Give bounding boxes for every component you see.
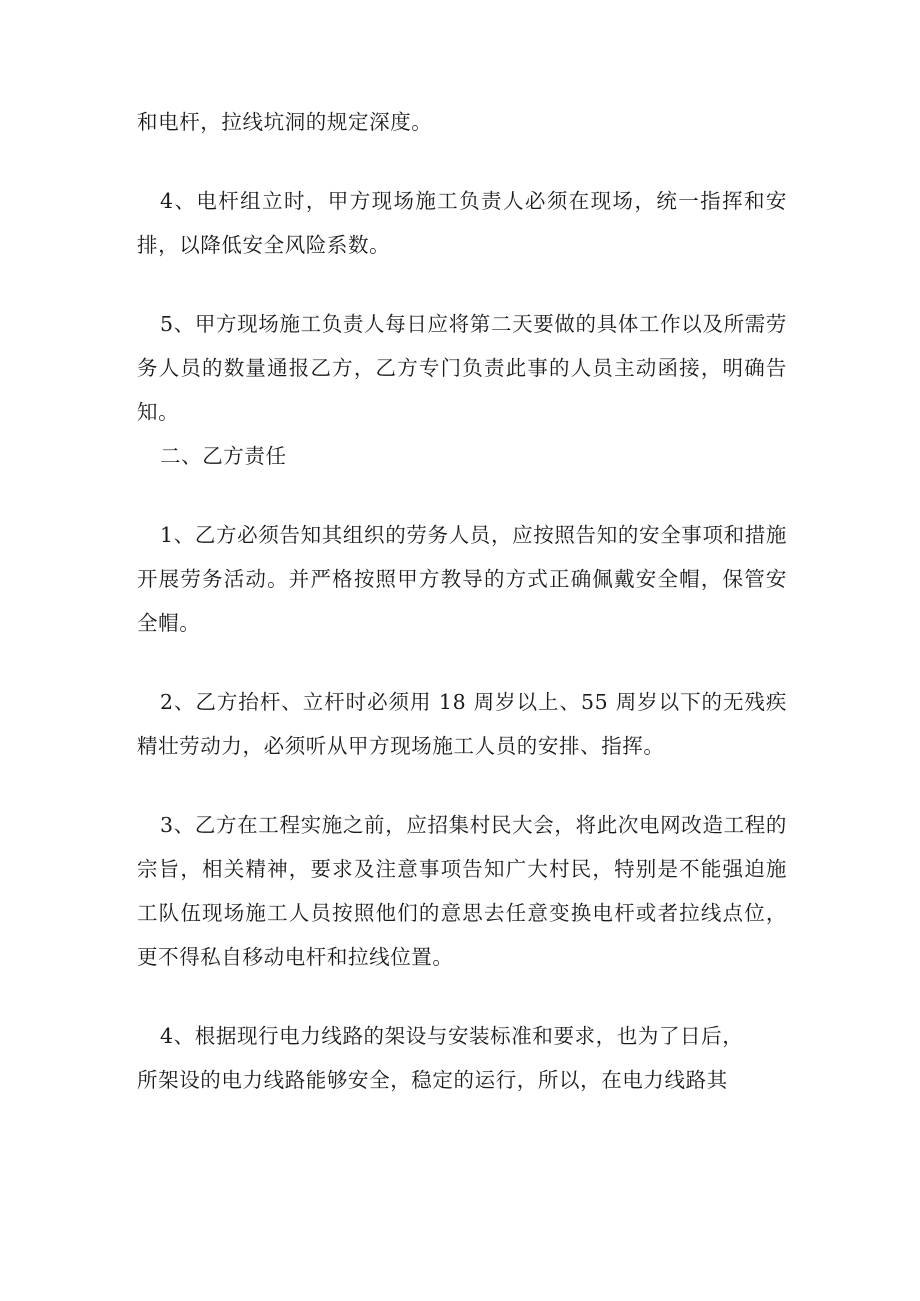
paragraph-b-item-3-villagers: 3、乙方在工程实施之前，应招集村民大会，将此次电网改造工程的宗旨，相关精神，要求及注意事项告知广大村民，特别是不能强迫施工队伍现场施工人员按照他们的意思去任意变换电杆或者拉线点位，更不得私自移动电杆和拉线位置。 [137,813,787,969]
paragraph-continuation: 和电杆，拉线坑洞的规定深度。 [137,110,433,134]
paragraph-item-4-pole-erection: 4、电杆组立时，甲方现场施工负责人必须在现场，统一指挥和安排，以降低安全风险系数。 [137,189,787,257]
paragraph-b-item-1-safety: 1、乙方必须告知其组织的劳务人员，应按照告知的安全事项和措施开展劳务活动。并严格按照甲方教导的方式正确佩戴安全帽，保管安全帽。 [137,523,787,635]
paragraph-item-5-daily-notice: 5、甲方现场施工负责人每日应将第二天要做的具体工作以及所需劳务人员的数量通报乙方，乙方专门负责此事的人员主动函接，明确告知。 [137,312,787,424]
paragraph-b-item-4-standards-line2: 所架设的电力线路能够安全，稳定的运行，所以，在电力线路其 [137,1068,728,1092]
section-heading-party-b: 二、乙方责任 [160,444,287,468]
paragraph-b-item-4-standards-line1: 4、根据现行电力线路的架设与安装标准和要求，也为了日后， [160,1024,744,1048]
document-page [137,100,787,1102]
paragraph-b-item-2-labor: 2、乙方抬杆、立杆时必须用 18 周岁以上、55 周岁以下的无残疾精壮劳动力，必须听从甲方现场施工人员的安排、指挥。 [137,690,787,758]
